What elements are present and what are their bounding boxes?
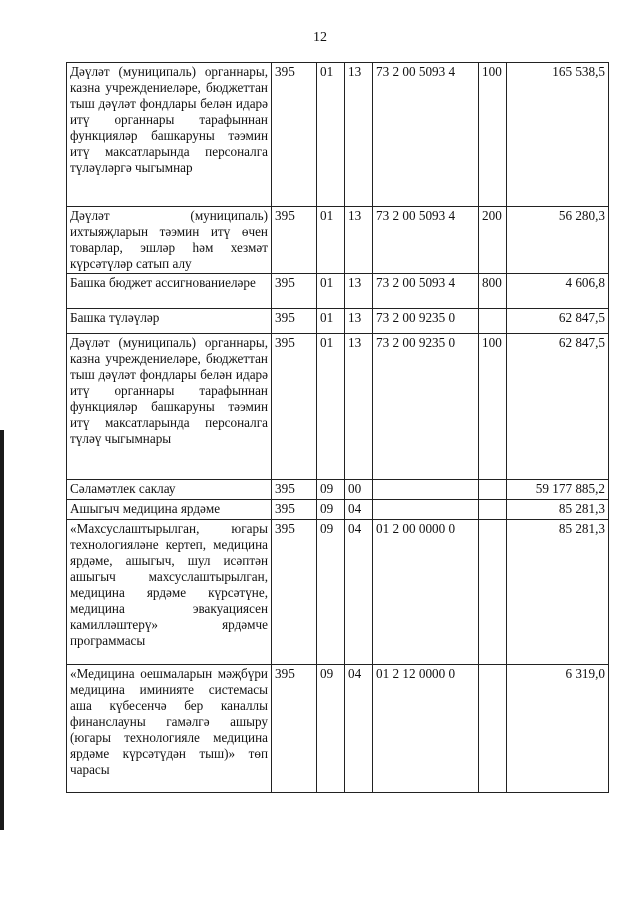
budget-table <box>66 62 609 793</box>
row-subsection: 04 <box>345 665 373 793</box>
row-subsection: 04 <box>345 520 373 665</box>
table-row <box>67 500 609 520</box>
table-row <box>67 334 609 480</box>
row-name: Башка бюджет ассигнованиеләре <box>67 274 272 309</box>
row-section: 01 <box>317 274 345 309</box>
row-ministry-code: 395 <box>272 520 317 665</box>
row-name: Башка түләүләр <box>67 309 272 334</box>
row-name: Дәүләт (муниципаль) органнары, казна учреждениеләре, бюджеттан тыш дәүләт фондлары белән идарә итү органнары тарафыннан функцияләр башкаруны тәэмин итү максатларында персоналга түләү чыгымнары <box>67 334 272 480</box>
row-section: 01 <box>317 63 345 207</box>
row-expense-type: 100 <box>479 334 507 480</box>
row-section: 09 <box>317 480 345 500</box>
row-subsection: 13 <box>345 274 373 309</box>
table-row <box>67 63 609 207</box>
row-section: 01 <box>317 309 345 334</box>
row-ministry-code: 395 <box>272 665 317 793</box>
page-number: 12 <box>313 30 327 45</box>
table-row <box>67 274 609 309</box>
row-name: Ашыгыч медицина ярдәме <box>67 500 272 520</box>
row-amount: 6 319,0 <box>507 665 609 793</box>
table-row <box>67 207 609 274</box>
row-subsection: 13 <box>345 207 373 274</box>
row-target-article: 01 2 00 0000 0 <box>373 520 479 665</box>
row-target-article: 73 2 00 9235 0 <box>373 309 479 334</box>
row-amount: 62 847,5 <box>507 334 609 480</box>
table-row <box>67 309 609 334</box>
row-name: Дәүләт (муниципаль) органнары, казна учреждениеләре, бюджеттан тыш дәүләт фондлары белән идарә итү органнары тарафыннан функцияләр башкаруны тәэмин итү максатларында персоналга түләүләргә чыгымнар <box>67 63 272 207</box>
row-expense-type <box>479 520 507 665</box>
row-amount: 56 280,3 <box>507 207 609 274</box>
row-expense-type <box>479 665 507 793</box>
row-section: 09 <box>317 665 345 793</box>
row-amount: 4 606,8 <box>507 274 609 309</box>
row-ministry-code: 395 <box>272 480 317 500</box>
row-target-article <box>373 480 479 500</box>
row-amount: 62 847,5 <box>507 309 609 334</box>
row-section: 09 <box>317 520 345 665</box>
row-section: 01 <box>317 334 345 480</box>
row-subsection: 13 <box>345 309 373 334</box>
row-amount: 85 281,3 <box>507 520 609 665</box>
row-section: 01 <box>317 207 345 274</box>
row-ministry-code: 395 <box>272 207 317 274</box>
row-target-article: 73 2 00 5093 4 <box>373 63 479 207</box>
row-expense-type: 200 <box>479 207 507 274</box>
row-amount: 59 177 885,2 <box>507 480 609 500</box>
row-ministry-code: 395 <box>272 334 317 480</box>
row-name: Дәүләт (муниципаль) ихтыяҗларын тәэмин итү өчен товарлар, эшләр һәм хезмәт күрсәтүләр сатып алу <box>67 207 272 274</box>
table-row <box>67 665 609 793</box>
row-target-article: 73 2 00 5093 4 <box>373 207 479 274</box>
row-ministry-code: 395 <box>272 500 317 520</box>
row-ministry-code: 395 <box>272 309 317 334</box>
row-expense-type <box>479 500 507 520</box>
row-ministry-code: 395 <box>272 63 317 207</box>
row-subsection: 04 <box>345 500 373 520</box>
row-name: «Медицина оешмаларын мәҗбүри медицина иминияте системасы аша күбесенчә бер каналлы финанслауны гамәлгә ашыру (югары технологияле медицина ярдәме күрсәтүдән тыш)» төп чарасы <box>67 665 272 793</box>
row-ministry-code: 395 <box>272 274 317 309</box>
row-subsection: 13 <box>345 63 373 207</box>
row-amount: 85 281,3 <box>507 500 609 520</box>
row-subsection: 13 <box>345 334 373 480</box>
table-row <box>67 520 609 665</box>
row-expense-type <box>479 480 507 500</box>
row-subsection: 00 <box>345 480 373 500</box>
row-section: 09 <box>317 500 345 520</box>
row-name: «Махсуслаштырылган, югары технологияләне кертеп, медицина ярдәме, ашыгыч, шул исәптән ашыгыч махсуслаштырылган, медицина ярдәме күрсәтүне, медицина эвакуациясен камилләштерү» ярдәмче программасы <box>67 520 272 665</box>
row-expense-type <box>479 309 507 334</box>
row-target-article: 01 2 12 0000 0 <box>373 665 479 793</box>
table-row <box>67 480 609 500</box>
row-amount: 165 538,5 <box>507 63 609 207</box>
row-target-article: 73 2 00 5093 4 <box>373 274 479 309</box>
row-target-article <box>373 500 479 520</box>
row-expense-type: 800 <box>479 274 507 309</box>
row-target-article: 73 2 00 9235 0 <box>373 334 479 480</box>
row-expense-type: 100 <box>479 63 507 207</box>
scan-edge-bar <box>0 430 4 830</box>
row-name: Сәламәтлек саклау <box>67 480 272 500</box>
